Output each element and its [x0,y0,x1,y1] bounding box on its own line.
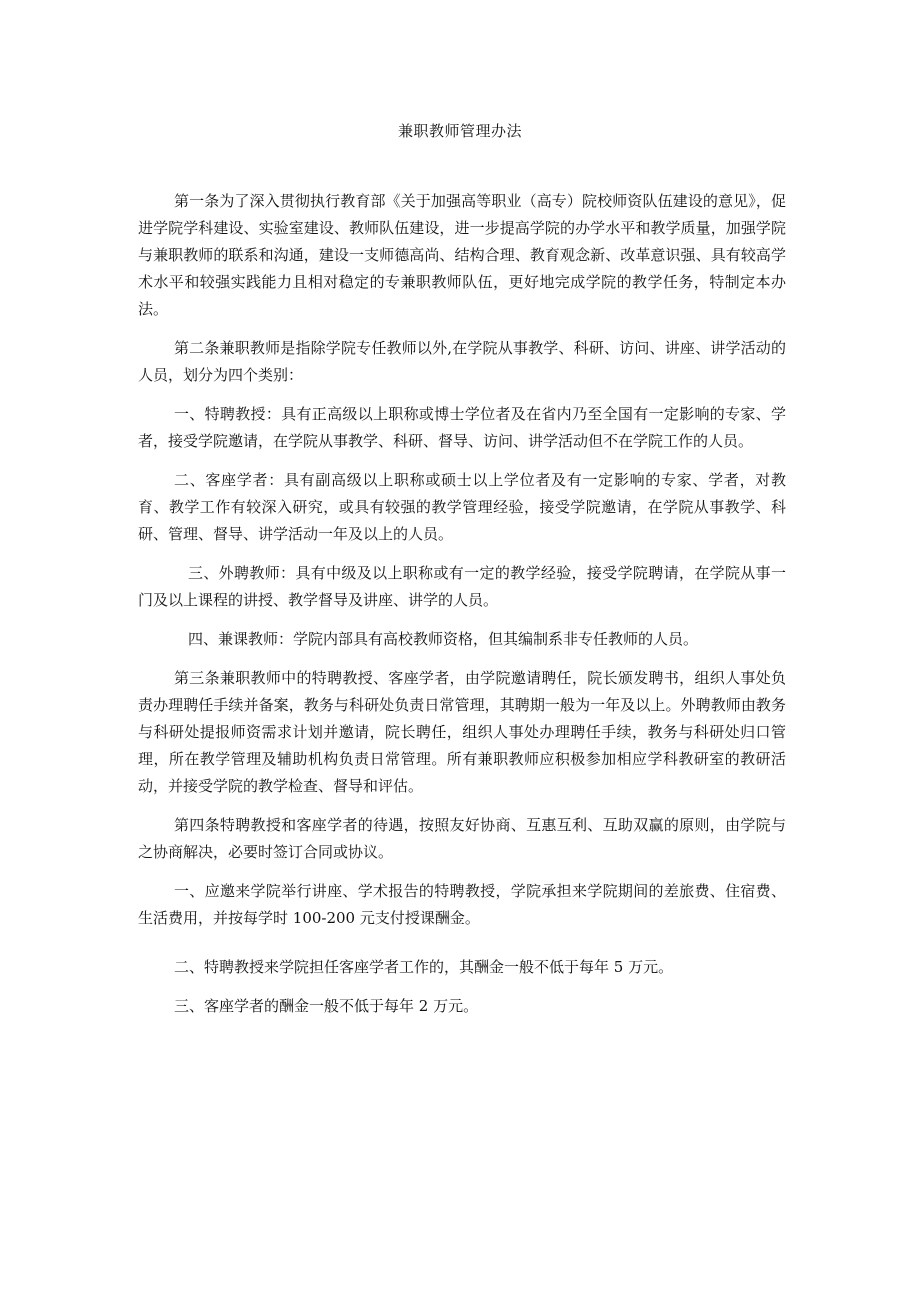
category-3-paragraph: 三、外聘教师：具有中级及以上职称或有一定的教学经验，接受学院聘请，在学院从事一门及以上课程的讲授、教学督导及讲座、讲学的人员。 [138,564,786,609]
document-title: 兼职教师管理办法 [397,122,522,140]
remuneration-3-paragraph: 三、客座学者的酬金一般不低于每年 2 万元。 [174,997,479,1015]
article-2-paragraph: 第二条兼职教师是指除学院专任教师以外,在学院从事教学、科研、访问、讲座、讲学活动的人员，划分为四个类别： [138,339,786,384]
article-3-paragraph: 第三条兼职教师中的特聘教授、客座学者，由学院邀请聘任，院长颁发聘书，组织人事处负责办理聘任手续并备案，教务与科研处负责日常管理，其聘期一般为一年及以上。外聘教师由教务与科研处提报师资需求计划并邀请，院长聘任，组织人事处办理聘任手续，教务与科研处归口管理，所在教学管理及辅助机构负责日常管理。所有兼职教师应积极参加相应学科教研室的教研活动，并接受学院的教学检查、督导和评估。 [138,669,786,795]
article-4-paragraph: 第四条特聘教授和客座学者的待遇，按照友好协商、互惠互利、互助双赢的原则，由学院与之协商解决，必要时签订合同或协议。 [138,816,786,861]
category-2-paragraph: 二、客座学者：具有副高级以上职称或硕士以上学位者及有一定影响的专家、学者，对教育、教学工作有较深入研究，或具有较强的教学管理经验，接受学院邀请，在学院从事教学、科研、管理、督导、讲学活动一年及以上的人员。 [138,471,786,543]
document-body [138,188,786,1032]
remuneration-1-paragraph: 一、应邀来学院举行讲座、学术报告的特聘教授，学院承担来学院期间的差旅费、住宿费、生活费用，并按每学时 100-200 元支付授课酬金。 [138,882,786,927]
remuneration-2-paragraph: 二、特聘教授来学院担任客座学者工作的，其酬金一般不低于每年 5 万元。 [174,958,674,976]
category-1-paragraph: 一、特聘教授：具有正高级以上职称或博士学位者及在省内乃至全国有一定影响的专家、学者，接受学院邀请，在学院从事教学、科研、督导、访问、讲学活动但不在学院工作的人员。 [138,405,786,450]
article-1-paragraph: 第一条为了深入贯彻执行教育部《关于加强高等职业（高专）院校师资队伍建设的意见》，促进学院学科建设、实验室建设、教师队伍建设，进一步提高学院的办学水平和教学质量，加强学院与兼职教师的联系和沟通，建设一支师德高尚、结构合理、教育观念新、改革意识强、具有较高学术水平和较强实践能力且相对稳定的专兼职教师队伍，更好地完成学院的教学任务，特制定本办法。 [138,192,786,318]
category-4-paragraph: 四、兼课教师：学院内部具有高校教师资格，但其编制系非专任教师的人员。 [188,630,699,648]
